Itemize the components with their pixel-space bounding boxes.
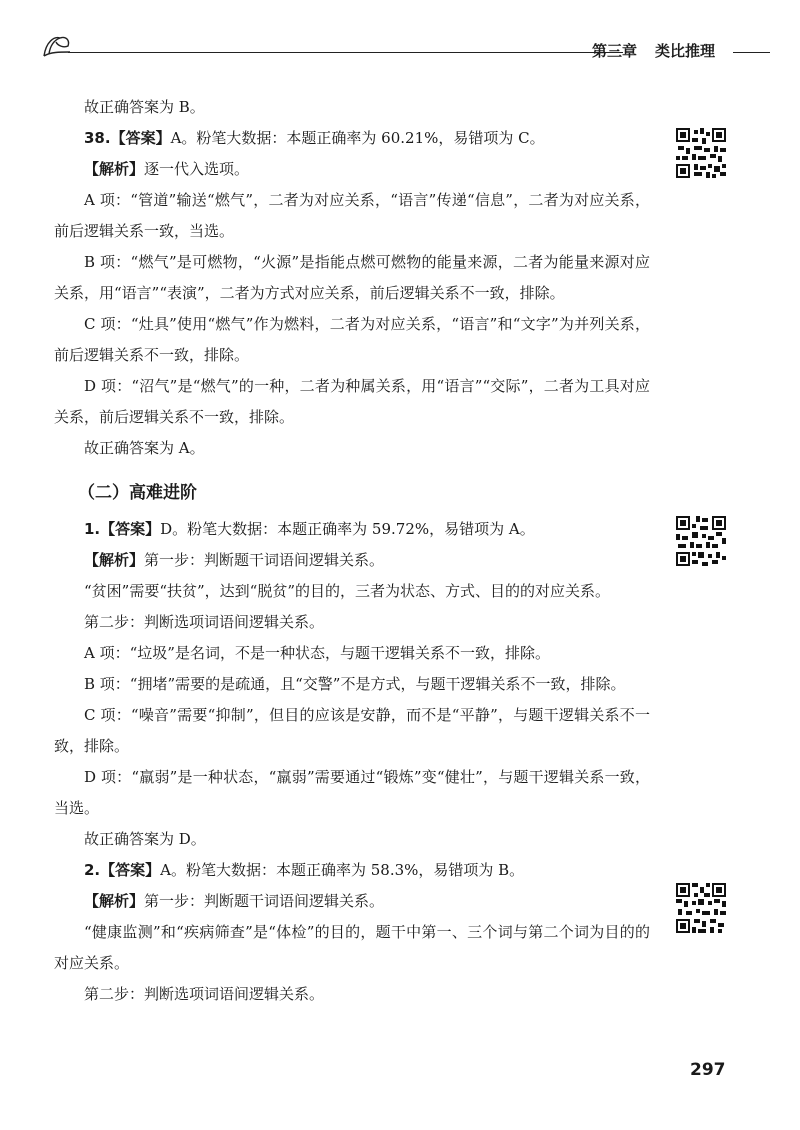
leaf-icon — [40, 30, 74, 60]
analysis-label: 【解析】 — [84, 551, 145, 569]
paragraph: C 项：“灶具”使用“燃气”作为燃料，二者为对应关系，“语言”和“文字”为并列关系，前后逻辑关系不一致，排除。 — [54, 315, 650, 364]
page-number: 297 — [690, 1060, 726, 1080]
analysis-label: 【解析】 — [84, 892, 145, 910]
chapter-number: 第三章 — [592, 42, 638, 60]
paragraph: “贫困”需要“扶贫”，达到“脱贫”的目的，三者为状态、方式、目的的对应关系。 — [84, 582, 611, 600]
answer-label: 1.【答案】 — [84, 520, 161, 538]
analysis-label: 【解析】 — [84, 160, 145, 178]
paragraph: D 项：“羸弱”是一种状态，“羸弱”需要通过“锻炼”变“健壮”，与题干逻辑关系一致，当选。 — [54, 768, 650, 817]
paragraph: A 项：“垃圾”是名词，不是一种状态，与题干逻辑关系不一致，排除。 — [84, 644, 550, 662]
qr-code-icon — [676, 516, 726, 566]
paragraph: C 项：“噪音”需要“抑制”，但目的应该是安静，而不是“平静”，与题干逻辑关系不一致，排除。 — [54, 706, 650, 755]
analysis-line: 【解析】逐一代入选项。 — [84, 160, 250, 178]
paragraph: 故正确答案为 D。 — [84, 830, 206, 848]
answer-label: 2.【答案】 — [84, 861, 161, 879]
page-header — [40, 30, 770, 70]
analysis-line: 【解析】第一步：判断题干词语间逻辑关系。 — [84, 551, 385, 569]
answer-line: 1.【答案】D。粉笔大数据：本题正确率为 59.72%，易错项为 A。 — [84, 520, 535, 538]
section-heading: （二）高难进阶 — [78, 483, 197, 503]
paragraph: “健康监测”和“疾病筛查”是“体检”的目的，题干中第一、三个词与第二个词为目的的对应关系。 — [54, 923, 650, 972]
paragraph: 故正确答案为 A。 — [84, 439, 205, 457]
qr-code-icon — [676, 128, 726, 178]
page-body — [54, 92, 650, 1010]
answer-label: 38.【答案】 — [84, 129, 171, 147]
paragraph: B 项：“燃气”是可燃物，“火源”是指能点燃可燃物的能量来源，二者为能量来源对应关系，用“语言”“表演”，二者为方式对应关系，前后逻辑关系不一致，排除。 — [54, 253, 650, 302]
header-rule-right — [733, 52, 770, 53]
paragraph: 第二步：判断选项词语间逻辑关系。 — [84, 613, 325, 631]
paragraph: A 项：“管道”输送“燃气”，二者为对应关系，“语言”传递“信息”，二者为对应关系，前后逻辑关系一致，当选。 — [54, 191, 650, 240]
paragraph: D 项：“沼气”是“燃气”的一种，二者为种属关系，用“语言”“交际”，二者为工具对应关系，前后逻辑关系不一致，排除。 — [54, 377, 650, 426]
chapter-name: 类比推理 — [655, 42, 716, 60]
paragraph: 故正确答案为 B。 — [84, 98, 205, 116]
paragraph: B 项：“拥堵”需要的是疏通，且“交警”不是方式，与题干逻辑关系不一致，排除。 — [84, 675, 626, 693]
qr-code-icon — [676, 883, 726, 933]
chapter-title — [592, 40, 715, 61]
paragraph: 第二步：判断选项词语间逻辑关系。 — [84, 985, 325, 1003]
answer-line: 38.【答案】A。粉笔大数据：本题正确率为 60.21%，易错项为 C。 — [84, 129, 545, 147]
analysis-line: 【解析】第一步：判断题干词语间逻辑关系。 — [84, 892, 385, 910]
answer-line: 2.【答案】A。粉笔大数据：本题正确率为 58.3%，易错项为 B。 — [84, 861, 525, 879]
header-rule-left — [68, 52, 623, 53]
